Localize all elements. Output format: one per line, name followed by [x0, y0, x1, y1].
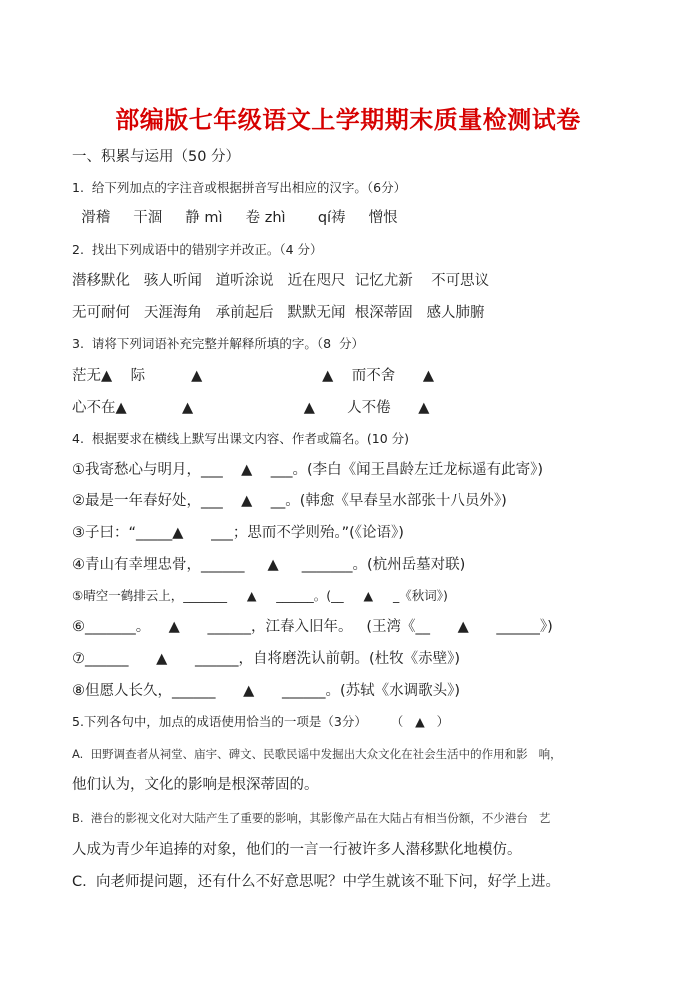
- question-2: 2. 找出下列成语中的错别字并改正。（4 分）: [72, 242, 323, 257]
- option-b: B. 港台的影视文化对大陆产生了重要的影响，其影像产品在大陆占有相当份额，不少港台 艺: [72, 811, 551, 825]
- option-a-continued: 他们认为，文化的影响是根深蒂固的。: [72, 777, 319, 793]
- question-4-item-3: ③子曰：“_____▲ ___；思而不学则殆。”(《论语》): [72, 525, 404, 541]
- question-4-item-8: ⑧但愿人长久，______ ▲ ______。(苏轼《水调歌头》): [72, 683, 461, 699]
- option-b-continued: 人成为青少年追捧的对象，他们的一言一行被许多人潜移默化地模仿。: [72, 842, 522, 858]
- question-3: 3. 请将下列词语补充完整并解释所填的字。（8 分）: [72, 336, 365, 351]
- question-3-row1: 茫无▲ 际 ▲ ▲ 而不舍 ▲: [72, 368, 435, 384]
- section-heading: 一、积累与运用（50 分）: [72, 149, 241, 165]
- question-3-row2: 心不在▲ ▲ ▲ 人不倦 ▲: [72, 400, 430, 416]
- question-1: 1. 给下列加点的字注音或根据拼音写出相应的汉字。（6分）: [72, 180, 407, 195]
- question-4: 4. 根据要求在横线上默写出课文内容、作者或篇名。(10 分): [72, 431, 410, 446]
- question-4-item-5: ⑤晴空一鹤排云上，_______ ▲ ______。(__ ▲ _《秋词》): [72, 588, 448, 603]
- option-a: A. 田野调查者从祠堂、庙宇、碑文、民歌民谣中发掘出大众文化在社会生活中的作用和影 响，: [72, 747, 562, 761]
- question-4-item-2: ②最是一年春好处，___ ▲ __。(韩愈《早春呈水部张十八员外》): [72, 493, 507, 509]
- question-4-item-6: ⑥_______。 ▲ ______，江春入旧年。 (王湾《__ ▲ ______》): [72, 619, 553, 635]
- question-1-items: 滑稽 干涸 静 mì 卷 zhì qí祷 憎恨: [72, 210, 398, 226]
- question-4-item-7: ⑦______ ▲ ______，自将磨洗认前朝。(杜牧《赤壁》): [72, 651, 461, 667]
- question-2-items-row1: 潜移默化 骇人听闻 道听涂说 近在咫尺 记忆尤新 不可思议: [72, 273, 490, 289]
- option-c: C. 向老师提问题，还有什么不好意思呢？中学生就该不耻下问，好学上进。: [72, 874, 560, 890]
- question-4-item-4: ④青山有幸埋忠骨，______ ▲ _______。(杭州岳墓对联): [72, 557, 466, 573]
- question-2-items-row2: 无可耐何 天涯海角 承前起后 默默无闻 根深蒂固 感人肺腑: [72, 305, 485, 321]
- question-4-item-1: ①我寄愁心与明月，___ ▲ ___。(李白《闻王昌龄左迁龙标遥有此寄》): [72, 462, 544, 478]
- page-title: 部编版七年级语文上学期期末质量检测试卷: [115, 105, 581, 134]
- question-5: 5.下列各句中，加点的成语使用恰当的一项是（3分） （ ▲ ）: [72, 714, 450, 729]
